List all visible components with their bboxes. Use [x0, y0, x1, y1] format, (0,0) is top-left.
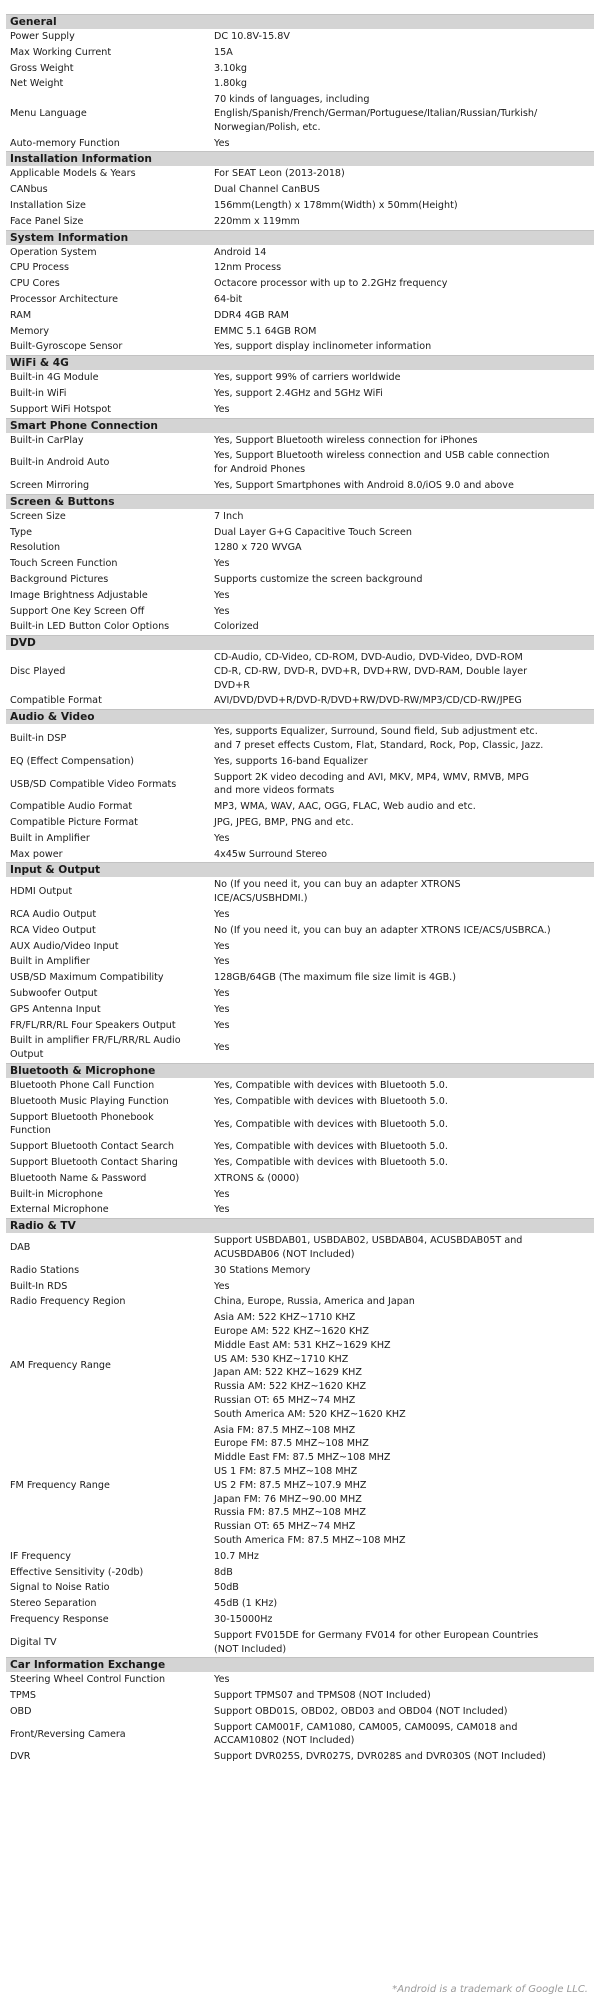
spec-label: Built-In RDS	[10, 1280, 68, 1292]
spec-label: FM Frequency Range	[10, 1479, 110, 1491]
spec-label: IF Frequency	[10, 1550, 71, 1562]
spec-value: Yes, Support Smartphones with Android 8.0/iOS 9.0 and above	[214, 479, 514, 491]
spec-value: Dual Channel CanBUS	[214, 184, 320, 196]
spec-label: Built-in Microphone	[10, 1188, 103, 1200]
spec-row	[6, 1596, 594, 1612]
spec-label: OBD	[10, 1705, 32, 1717]
spec-value: Yes, Compatible with devices with Bluetooth 5.0.	[214, 1118, 448, 1130]
spec-row	[6, 136, 594, 152]
spec-label: Compatible Format	[10, 695, 102, 707]
spec-value: 10.7 MHz	[214, 1550, 259, 1562]
spec-row	[6, 260, 594, 276]
spec-value: Yes	[214, 909, 230, 921]
spec-row	[6, 402, 594, 418]
spec-value: No (If you need it, you can buy an adapter XTRONS ICE/ACS/USBHDMI.)	[214, 879, 461, 905]
spec-row	[6, 245, 594, 261]
spec-value: Support CAM001F, CAM1080, CAM005, CAM009S, CAM018 and ACCAM10802 (NOT Included)	[214, 1721, 518, 1747]
spec-row	[6, 509, 594, 525]
spec-value: No (If you need it, you can buy an adapter XTRONS ICE/ACS/USBRCA.)	[214, 924, 551, 936]
spec-row	[6, 954, 594, 970]
spec-value: Yes, supports 16-band Equalizer	[214, 755, 368, 767]
spec-row	[6, 1612, 594, 1628]
spec-row	[6, 478, 594, 494]
spec-row	[6, 847, 594, 863]
spec-label: Background Pictures	[10, 573, 109, 585]
spec-row	[6, 1580, 594, 1596]
spec-value: Yes	[214, 403, 230, 415]
spec-row	[6, 76, 594, 92]
spec-value: Yes, Compatible with devices with Bluetooth 5.0.	[214, 1141, 448, 1153]
trademark-footnote: *Android is a trademark of Google LLC.	[392, 1984, 588, 1995]
spec-value: Yes	[214, 605, 230, 617]
spec-label: Installation Size	[10, 199, 86, 211]
spec-label: Resolution	[10, 542, 61, 554]
spec-value: Yes	[214, 1042, 230, 1054]
spec-row	[6, 907, 594, 923]
spec-value: 70 kinds of languages, including English/Spanish/French/German/Portuguese/Italian/Russian/Turkish/ Norwegian/Polish, etc.	[214, 94, 538, 133]
spec-row	[6, 386, 594, 402]
spec-row	[6, 324, 594, 340]
spec-row	[6, 214, 594, 230]
spec-label: AUX Audio/Video Input	[10, 940, 119, 952]
spec-value: 3.10kg	[214, 62, 248, 74]
spec-label: GPS Antenna Input	[10, 1003, 101, 1015]
spec-value: 1280 x 720 WVGA	[214, 542, 302, 554]
spec-row	[6, 1279, 594, 1295]
spec-row	[6, 292, 594, 308]
spec-label: Touch Screen Function	[10, 558, 118, 570]
spec-label: EQ (Effect Compensation)	[10, 755, 135, 767]
spec-label: Applicable Models & Years	[10, 168, 136, 180]
spec-label: Gross Weight	[10, 62, 74, 74]
spec-label: FR/FL/RR/RL Four Speakers Output	[10, 1019, 176, 1031]
spec-label: Bluetooth Name & Password	[10, 1172, 147, 1184]
spec-label: Front/Reversing Camera	[10, 1728, 126, 1740]
spec-label: Disc Played	[10, 665, 66, 677]
spec-value: Yes, Support Bluetooth wireless connection for iPhones	[214, 434, 478, 446]
spec-label: Built-in WiFi	[10, 387, 67, 399]
spec-row	[6, 1749, 594, 1765]
spec-row	[6, 1565, 594, 1581]
spec-value: Yes	[214, 1280, 230, 1292]
spec-value: AVI/DVD/DVD+R/DVD-R/DVD+RW/DVD-RW/MP3/CD/CD-RW/JPEG	[214, 695, 522, 707]
spec-value: Yes	[214, 1674, 230, 1686]
spec-value: Yes, support 99% of carriers worldwide	[214, 372, 401, 384]
spec-label: DVR	[10, 1751, 31, 1763]
spec-label: Built-Gyroscope Sensor	[10, 341, 123, 353]
spec-label: Type	[10, 526, 33, 538]
spec-label: Support Bluetooth Contact Sharing	[10, 1157, 178, 1168]
section-header: System Information	[6, 230, 594, 245]
spec-value: 15A	[214, 46, 233, 58]
section-header: DVD	[6, 635, 594, 650]
spec-label: Built in Amplifier	[10, 832, 90, 844]
spec-row	[6, 556, 594, 572]
spec-label: RCA Audio Output	[10, 909, 97, 921]
spec-row	[6, 1720, 594, 1750]
spec-value: 1.80kg	[214, 78, 248, 90]
spec-label: Subwoofer Output	[10, 988, 98, 1000]
spec-label: HDMI Output	[10, 886, 73, 898]
spec-row	[6, 166, 594, 182]
spec-value: 128GB/64GB (The maximum file size limit is 4GB.)	[214, 972, 456, 984]
spec-label: Steering Wheel Control Function	[10, 1674, 166, 1686]
spec-label: Digital TV	[10, 1636, 57, 1648]
spec-label: USB/SD Compatible Video Formats	[10, 778, 177, 790]
spec-value: 12nm Process	[214, 262, 282, 274]
spec-value: MP3, WMA, WAV, AAC, OGG, FLAC, Web audio and etc.	[214, 801, 476, 813]
spec-value: 7 Inch	[214, 510, 244, 522]
spec-value: Asia AM: 522 KHZ~1710 KHZ Europe AM: 522 KHZ~1620 KHZ Middle East AM: 531 KHZ~1629 KHZ US AM: 530 KHZ~1710 KHZ Japan AM: 522 KHZ~1629 KHZ Russia AM: 522 KHZ~1620 KHZ Russian OT: 65 MHZ~74 MHZ South America AM: 520 KHZ~1620 KHZ	[214, 1312, 406, 1420]
spec-value: Yes	[214, 1188, 230, 1200]
spec-value: 156mm(Length) x 178mm(Width) x 50mm(Height)	[214, 199, 458, 211]
spec-value: Asia FM: 87.5 MHZ~108 MHZ Europe FM: 87.5 MHZ~108 MHZ Middle East FM: 87.5 MHZ~108 MHZ US 1 FM: 87.5 MHZ~108 MHZ US 2 FM: 87.5 MHZ~107.9 MHZ Japan FM: 76 MHZ~90.00 MHZ Russia FM: 87.5 MHZ~108 MHZ Russian OT: 65 MHZ~74 MHZ South America FM: 87.5 MHZ~108 MHZ	[214, 1424, 406, 1546]
spec-row	[6, 619, 594, 635]
spec-row	[6, 198, 594, 214]
spec-row	[6, 370, 594, 386]
spec-label: Built-in DSP	[10, 733, 67, 745]
spec-section	[6, 151, 594, 229]
spec-row	[6, 1078, 594, 1094]
spec-value: Support TPMS07 and TPMS08 (NOT Included)	[214, 1690, 431, 1702]
spec-value: JPG, JPEG, BMP, PNG and etc.	[214, 817, 354, 829]
spec-label: Operation System	[10, 246, 97, 258]
spec-row	[6, 1263, 594, 1279]
spec-label: Built-in CarPlay	[10, 434, 84, 446]
spec-row	[6, 45, 594, 61]
spec-label: Compatible Audio Format	[10, 801, 133, 813]
spec-value: Yes	[214, 940, 230, 952]
spec-row	[6, 308, 594, 324]
spec-label: Radio Frequency Region	[10, 1296, 126, 1308]
spec-label: External Microphone	[10, 1204, 109, 1216]
spec-label: Stereo Separation	[10, 1598, 97, 1610]
spec-value: Yes, Support Bluetooth wireless connection and USB cable connection for Android Phones	[214, 450, 550, 476]
spec-row	[6, 61, 594, 77]
spec-label: Auto-memory Function	[10, 137, 120, 149]
spec-label: Screen Size	[10, 510, 66, 522]
spec-row	[6, 1549, 594, 1565]
spec-value: Colorized	[214, 621, 259, 633]
spec-label: Support WiFi Hotspot	[10, 403, 112, 415]
spec-row	[6, 986, 594, 1002]
spec-value: Support USBDAB01, USBDAB02, USBDAB04, ACUSBDAB05T and ACUSBDAB06 (NOT Included)	[214, 1235, 523, 1260]
spec-row	[6, 339, 594, 355]
spec-value: Support 2K video decoding and AVI, MKV, MP4, WMV, RMVB, MPG and more videos formats	[214, 771, 529, 797]
spec-value: Yes, Compatible with devices with Bluetooth 5.0.	[214, 1080, 448, 1092]
spec-label: Signal to Noise Ratio	[10, 1582, 110, 1594]
spec-label: Power Supply	[10, 31, 75, 42]
spec-section	[6, 635, 594, 709]
spec-label: Image Brightness Adjustable	[10, 589, 148, 601]
spec-value: Support OBD01S, OBD02, OBD03 and OBD04 (NOT Included)	[214, 1705, 508, 1717]
spec-row	[6, 1233, 594, 1263]
spec-row	[6, 939, 594, 955]
spec-row	[6, 604, 594, 620]
spec-value: EMMC 5.1 64GB ROM	[214, 325, 317, 337]
spec-row	[6, 1018, 594, 1034]
spec-value: Yes, support display inclinometer information	[214, 341, 432, 353]
spec-row	[6, 754, 594, 770]
spec-value: Yes	[214, 589, 230, 601]
spec-label: Processor Architecture	[10, 293, 118, 305]
spec-label: Support Bluetooth Contact Search	[10, 1141, 174, 1153]
spec-row	[6, 1187, 594, 1203]
spec-value: Yes	[214, 956, 230, 968]
spec-row	[6, 588, 594, 604]
spec-row	[6, 433, 594, 449]
spec-value: Yes, support 2.4GHz and 5GHz WiFi	[214, 387, 383, 399]
spec-row	[6, 182, 594, 198]
spec-label: Bluetooth Phone Call Function	[10, 1080, 155, 1092]
spec-section	[6, 230, 594, 356]
spec-value: XTRONS & (0000)	[214, 1172, 300, 1184]
spec-label: TPMS	[10, 1690, 37, 1702]
spec-value: 30 Stations Memory	[214, 1264, 311, 1276]
spec-row	[6, 1139, 594, 1155]
spec-label: Frequency Response	[10, 1613, 109, 1625]
spec-label: RCA Video Output	[10, 924, 96, 936]
spec-row	[6, 831, 594, 847]
spec-row	[6, 540, 594, 556]
spec-value: 4x45w Surround Stereo	[214, 848, 327, 860]
spec-label: Effective Sensitivity (-20db)	[10, 1566, 144, 1578]
spec-value: Yes	[214, 988, 230, 1000]
spec-label: CANbus	[10, 184, 48, 196]
spec-row	[6, 448, 594, 478]
spec-value: Yes	[214, 137, 230, 149]
spec-section	[6, 355, 594, 417]
section-header: Bluetooth & Microphone	[6, 1063, 594, 1078]
spec-label: Screen Mirroring	[10, 479, 90, 491]
spec-label: DAB	[10, 1242, 31, 1254]
spec-label: Max power	[10, 848, 63, 860]
spec-value: Yes	[214, 1019, 230, 1031]
spec-label: AM Frequency Range	[10, 1360, 111, 1372]
spec-section	[6, 418, 594, 494]
spec-row	[6, 770, 594, 800]
spec-value: 30-15000Hz	[214, 1613, 273, 1625]
spec-row	[6, 815, 594, 831]
spec-row	[6, 923, 594, 939]
section-header: Input & Output	[6, 862, 594, 877]
spec-value: Android 14	[214, 246, 267, 258]
spec-row	[6, 525, 594, 541]
spec-row	[6, 1171, 594, 1187]
spec-row	[6, 29, 594, 45]
section-header: WiFi & 4G	[6, 355, 594, 370]
spec-row	[6, 1310, 594, 1422]
section-header: Installation Information	[6, 151, 594, 166]
spec-row	[6, 1110, 594, 1140]
spec-label: Built in Amplifier	[10, 956, 90, 968]
spec-row	[6, 1423, 594, 1549]
spec-label: Radio Stations	[10, 1264, 80, 1276]
spec-row	[6, 92, 594, 135]
spec-label: Face Panel Size	[10, 215, 84, 227]
spec-label: Compatible Picture Format	[10, 817, 138, 829]
spec-row	[6, 572, 594, 588]
spec-value: CD-Audio, CD-Video, CD-ROM, DVD-Audio, DVD-Video, DVD-ROM CD-R, CD-RW, DVD-R, DVD+R, DVD+RW, DVD-RAM, Double layer DVD+R	[214, 652, 528, 691]
spec-label: Built in amplifier FR/FL/RR/RL Audio Output	[10, 1035, 181, 1061]
spec-value: 64-bit	[214, 293, 243, 305]
spec-value: DC 10.8V-15.8V	[214, 31, 290, 42]
spec-label: Menu Language	[10, 107, 87, 119]
spec-label: Net Weight	[10, 78, 64, 90]
spec-value: Yes	[214, 832, 230, 844]
spec-label: CPU Process	[10, 262, 69, 274]
spec-row	[6, 1628, 594, 1658]
spec-section	[6, 1063, 594, 1218]
spec-value: Yes, supports Equalizer, Surround, Sound field, Sub adjustment etc. and 7 preset effects Custom, Flat, Standard, Rock, Pop, Classic, Jazz.	[214, 726, 544, 752]
spec-value: 45dB (1 KHz)	[214, 1598, 278, 1610]
spec-label: Bluetooth Music Playing Function	[10, 1095, 169, 1107]
spec-section	[6, 494, 594, 635]
spec-value: Yes, Compatible with devices with Bluetooth 5.0.	[214, 1095, 448, 1107]
spec-row	[6, 799, 594, 815]
spec-row	[6, 1688, 594, 1704]
spec-row	[6, 1294, 594, 1310]
section-header: Smart Phone Connection	[6, 418, 594, 433]
spec-row	[6, 693, 594, 709]
spec-label: Support One Key Screen Off	[10, 605, 145, 617]
spec-value: Yes	[214, 1003, 230, 1015]
spec-row	[6, 970, 594, 986]
spec-section	[6, 862, 594, 1063]
spec-value: Yes	[214, 558, 230, 570]
spec-row	[6, 276, 594, 292]
spec-row	[6, 877, 594, 907]
spec-value: Support DVR025S, DVR027S, DVR028S and DVR030S (NOT Included)	[214, 1751, 546, 1763]
spec-value: 50dB	[214, 1582, 239, 1594]
spec-section	[6, 14, 594, 151]
spec-section	[6, 709, 594, 862]
spec-value: Supports customize the screen background	[214, 573, 423, 585]
section-header: Audio & Video	[6, 709, 594, 724]
spec-row	[6, 1704, 594, 1720]
section-header: Radio & TV	[6, 1218, 594, 1233]
spec-row	[6, 1033, 594, 1063]
spec-value: Support FV015DE for Germany FV014 for other European Countries (NOT Included)	[214, 1629, 539, 1655]
spec-value: Yes, Compatible with devices with Bluetooth 5.0.	[214, 1157, 448, 1168]
spec-label: RAM	[10, 309, 32, 321]
section-header: Screen & Buttons	[6, 494, 594, 509]
spec-row	[6, 1094, 594, 1110]
spec-label: Max Working Current	[10, 46, 112, 58]
spec-value: For SEAT Leon (2013-2018)	[214, 168, 345, 180]
spec-value: China, Europe, Russia, America and Japan	[214, 1296, 415, 1308]
section-header: General	[6, 14, 594, 29]
spec-label: USB/SD Maximum Compatibility	[10, 972, 164, 984]
spec-value: 220mm x 119mm	[214, 215, 300, 227]
spec-row	[6, 1002, 594, 1018]
spec-section	[6, 1657, 594, 1765]
spec-label: Memory	[10, 325, 50, 337]
spec-value: Dual Layer G+G Capacitive Touch Screen	[214, 526, 412, 538]
spec-label: Support Bluetooth Phonebook Function	[10, 1111, 154, 1137]
section-header: Car Information Exchange	[6, 1657, 594, 1672]
spec-table	[6, 14, 594, 1765]
spec-row	[6, 1202, 594, 1218]
spec-label: CPU Cores	[10, 278, 60, 290]
spec-label: Built-in 4G Module	[10, 372, 99, 384]
spec-section	[6, 1218, 594, 1657]
spec-row	[6, 650, 594, 693]
spec-label: Built-in LED Button Color Options	[10, 621, 170, 633]
spec-label: Built-in Android Auto	[10, 457, 110, 469]
spec-value: Yes	[214, 1204, 230, 1216]
spec-row	[6, 724, 594, 754]
spec-row	[6, 1155, 594, 1171]
spec-row	[6, 1672, 594, 1688]
spec-value: DDR4 4GB RAM	[214, 309, 289, 321]
spec-value: 8dB	[214, 1566, 233, 1578]
spec-value: Octacore processor with up to 2.2GHz frequency	[214, 278, 448, 290]
